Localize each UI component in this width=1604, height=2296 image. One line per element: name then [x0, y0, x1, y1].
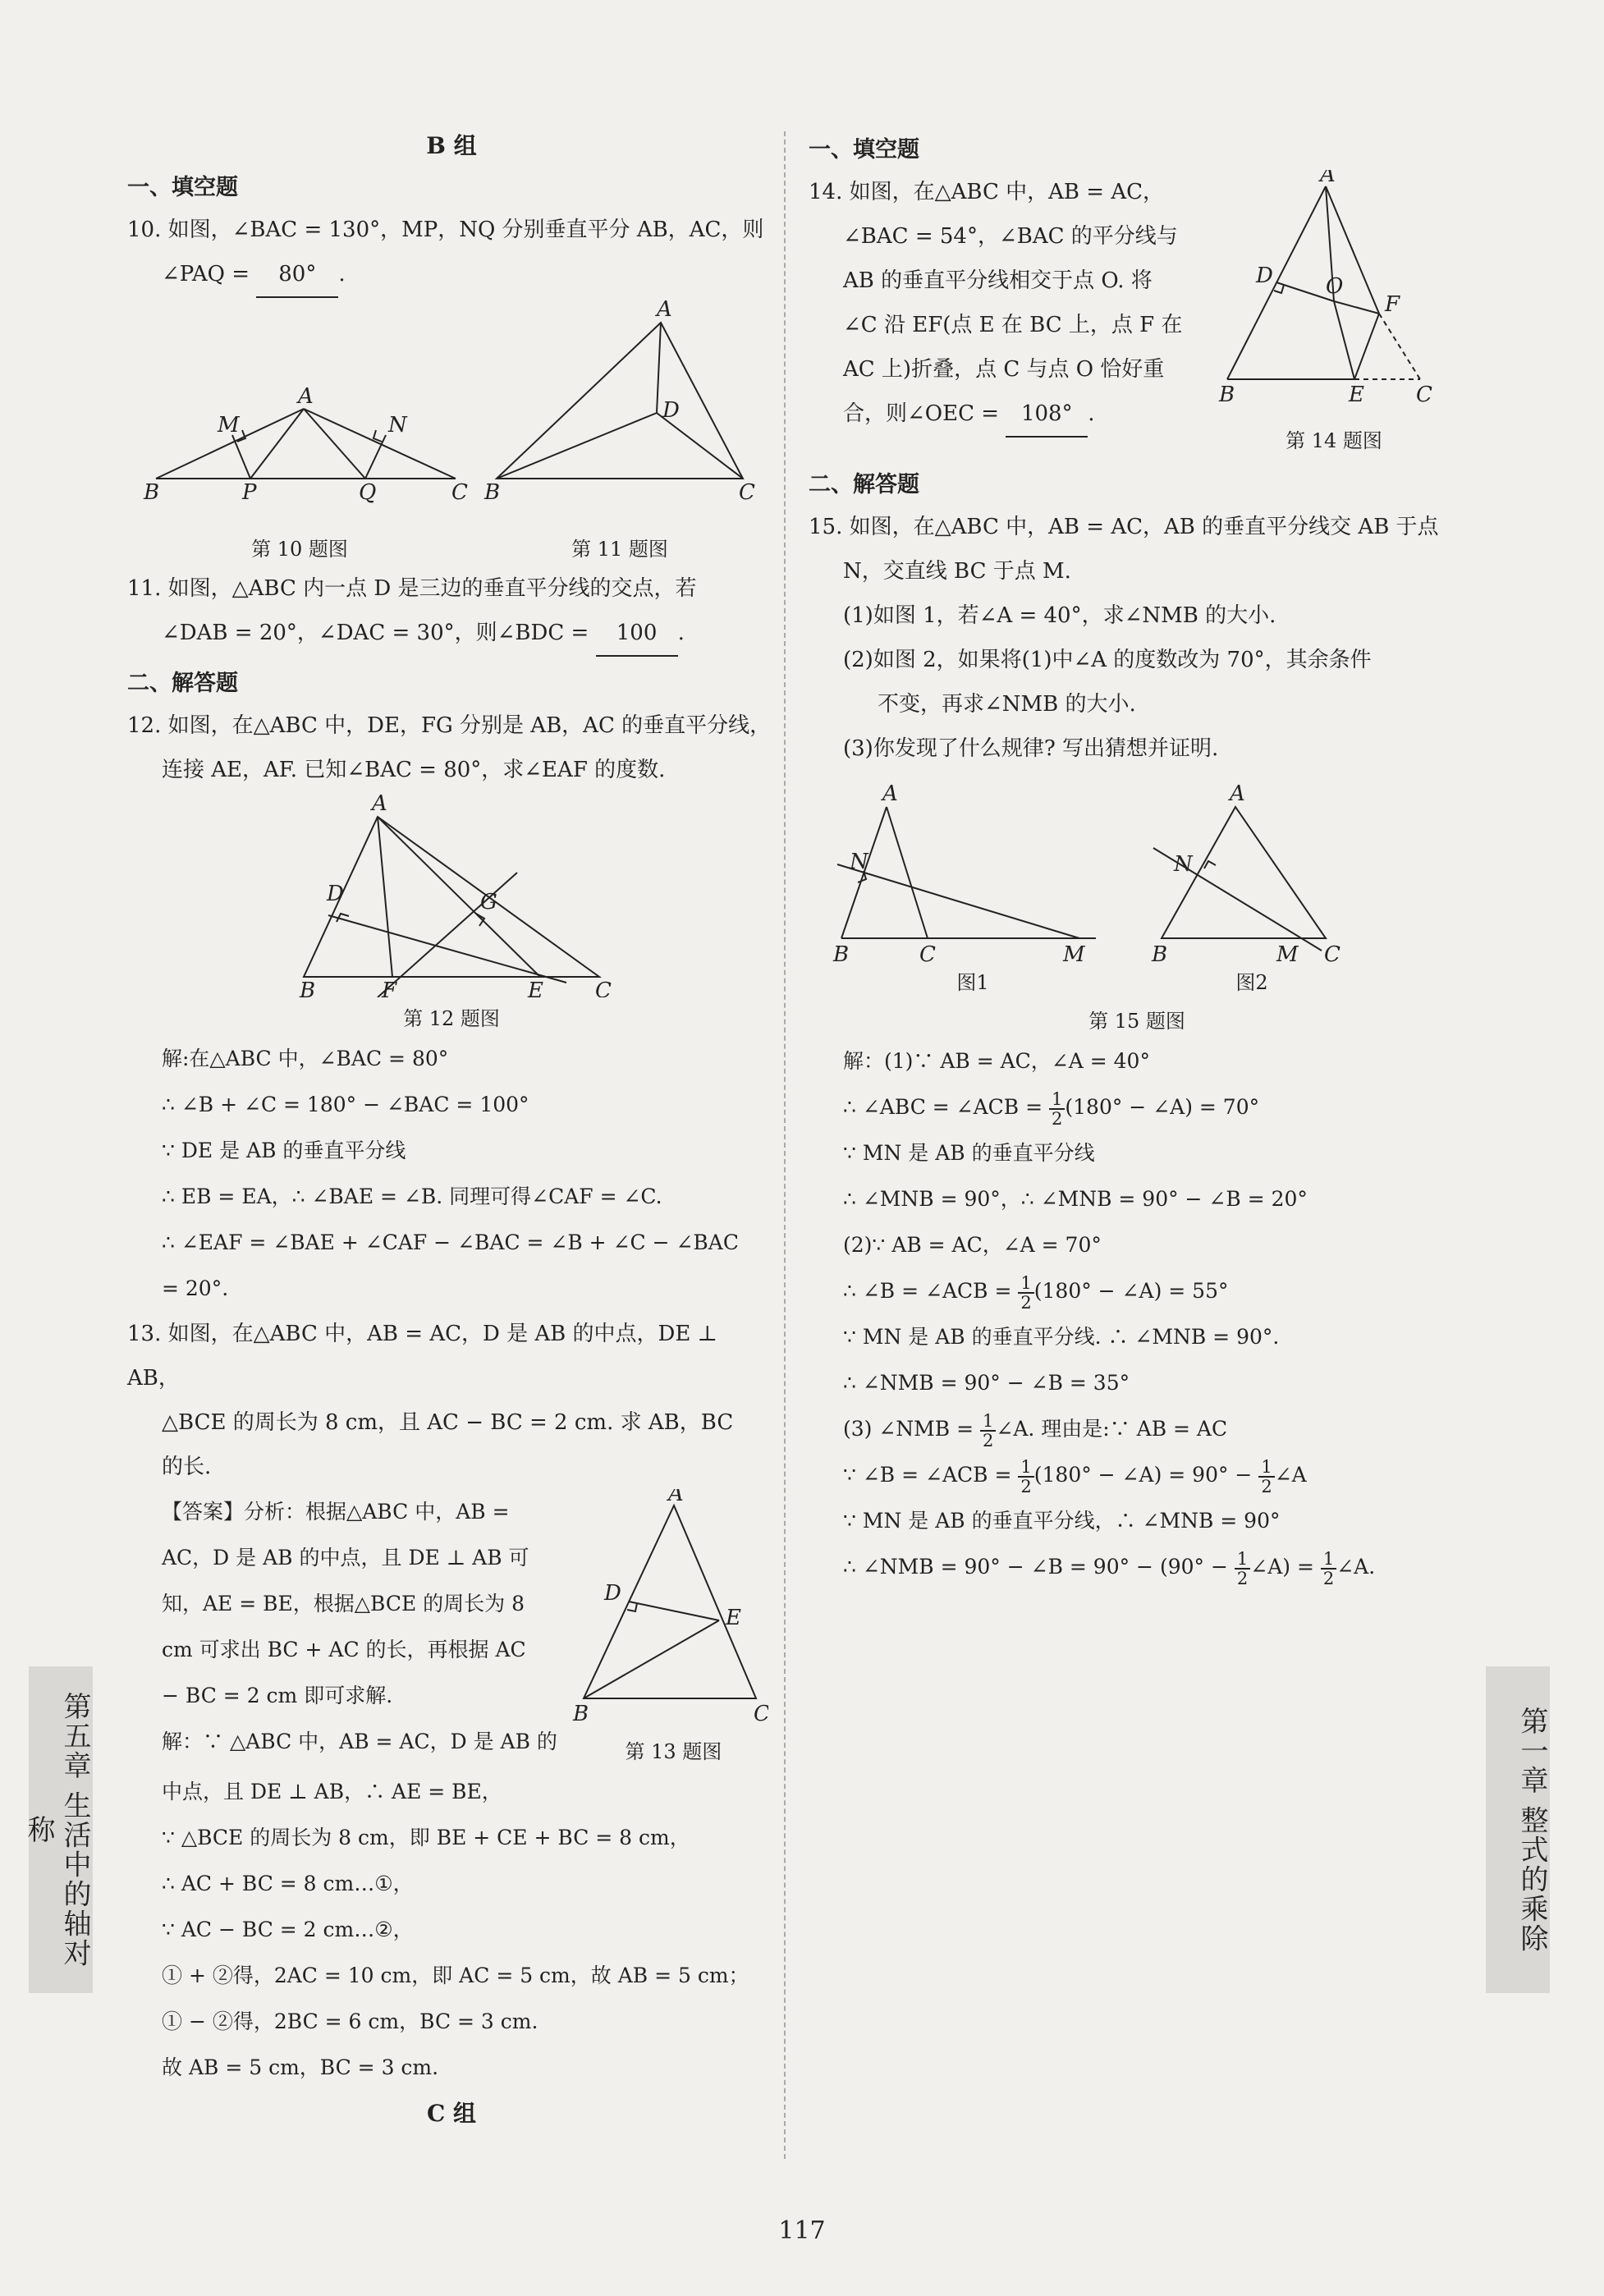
solve-section-heading: 二、解答题	[127, 671, 238, 696]
group-c-title: C 组	[426, 2100, 477, 2127]
fig12-caption: 第 12 题图	[403, 1007, 500, 1030]
fraction-half: $\frac{1}{2}$	[980, 1412, 996, 1450]
q14-text: 14. 如图，在△ABC 中，AB = AC， ∠BAC = 54°，∠BAC 的平分线与 AB 的垂直平分线相交于点 O. 将 ∠C 沿 EF(点 E 在 BC 上，点 F 在 AC 上)折叠，点 C 与点 O 恰好重 合，则∠OEC = 108° .	[809, 170, 1211, 458]
fig15-1-label: 图1	[956, 971, 989, 994]
figure-12	[279, 792, 624, 997]
svg-text:N: N	[1174, 852, 1193, 877]
svg-text:A: A	[657, 298, 672, 322]
svg-text:A: A	[667, 1489, 684, 1506]
fraction-half: $\frac{1}{2}$	[1258, 1458, 1274, 1496]
page-number: 117	[778, 2216, 826, 2245]
svg-text:M: M	[1063, 942, 1085, 967]
svg-text:E: E	[725, 1606, 741, 1630]
q15-part3: (3)你发现了什么规律? 写出猜想并证明.	[843, 736, 1219, 761]
svg-text:A: A	[298, 384, 314, 409]
figure-14	[1211, 170, 1449, 416]
fig15-1-wrap	[809, 782, 1137, 1000]
fig10-11-row	[127, 298, 776, 528]
svg-text:B: B	[484, 480, 501, 505]
q15-line2: N，交直线 BC 于点 M.	[843, 559, 1071, 584]
svg-text:D: D	[662, 398, 680, 423]
svg-text:B: B	[300, 978, 316, 997]
solve-section-heading-right: 二、解答题	[809, 472, 919, 497]
svg-text:A: A	[882, 782, 898, 806]
chapter-tab-left: 第五章 生活中的轴对称	[29, 1666, 93, 1993]
figure-15-2	[1145, 782, 1359, 971]
svg-text:D: D	[327, 882, 344, 906]
fig15-row	[809, 782, 1465, 1000]
figure-13	[571, 1489, 768, 1727]
q10-answer: 80°	[256, 252, 338, 298]
svg-text:A: A	[1230, 782, 1245, 806]
left-column	[127, 123, 776, 2137]
right-column	[809, 123, 1465, 1590]
fraction-half: $\frac{1}{2}$	[1018, 1274, 1033, 1312]
q14-answer: 108°	[1006, 392, 1088, 438]
fig13-wrap	[571, 1489, 776, 1769]
svg-text:B: B	[144, 480, 160, 505]
svg-text:E: E	[1349, 383, 1364, 407]
q13-line1: 13. 如图，在△ABC 中，AB = AC，D 是 AB 的中点，DE ⊥ AB，	[127, 1322, 718, 1391]
group-b-title: B 组	[426, 132, 477, 159]
svg-text:C: C	[753, 1702, 768, 1726]
svg-text:G: G	[480, 890, 497, 914]
fig10-11-captions	[127, 528, 776, 566]
fraction-half: $\frac{1}{2}$	[1321, 1550, 1336, 1588]
svg-text:D: D	[603, 1581, 621, 1606]
q15-part2a: (2)如图 2，如果将(1)中∠A 的度数改为 70°，其余条件	[843, 648, 1372, 672]
svg-text:M: M	[218, 413, 240, 438]
svg-text:C: C	[739, 480, 755, 505]
fig11-caption: 第 11 题图	[571, 538, 668, 561]
q10-line2: ∠PAQ = 80° .	[127, 252, 776, 298]
svg-text:P: P	[242, 480, 257, 505]
svg-text:M: M	[1276, 942, 1299, 967]
svg-text:N: N	[850, 850, 868, 874]
svg-text:N: N	[388, 413, 407, 438]
svg-text:F: F	[1385, 292, 1400, 317]
q11-line2: ∠DAB = 20°，∠DAC = 30°，则∠BDC = 100 .	[127, 611, 776, 657]
svg-text:A: A	[372, 792, 387, 816]
svg-text:B: B	[1152, 942, 1168, 967]
svg-text:C: C	[595, 978, 612, 997]
fig10-caption: 第 10 题图	[251, 538, 348, 561]
q13-analysis-row	[127, 1489, 776, 1769]
svg-text:D: D	[1256, 264, 1273, 288]
q15-part2b: 不变，再求∠NMB 的大小.	[878, 692, 1136, 717]
q15-line1: 15. 如图，在△ABC 中，AB = AC，AB 的垂直平分线交 AB 于点	[809, 515, 1439, 539]
svg-text:C: C	[1324, 942, 1340, 967]
q13-line3: 的长.	[162, 1455, 212, 1479]
column-divider	[784, 131, 786, 2159]
fraction-half: $\frac{1}{2}$	[1018, 1458, 1033, 1496]
svg-text:B: B	[833, 942, 850, 967]
q12-solution: 解:在△ABC 中，∠BAC = 80° ∴ ∠B + ∠C = 180° − ∠BAC = 100° ∵ DE 是 AB 的垂直平分线 ∴ EB = EA，∴ ∠BAE = ∠B. 同理可得∠CAF = ∠C. ∴ ∠EAF = ∠BAE + ∠CAF − ∠BAC = ∠B + ∠C − ∠BAC = 20°.	[162, 1047, 739, 1300]
q13-line2: △BCE 的周长为 8 cm，且 AC − BC = 2 cm. 求 AB，BC	[162, 1410, 734, 1435]
svg-text:C: C	[1416, 383, 1432, 407]
q15-part1: (1)如图 1，若∠A = 40°，求∠NMB 的大小.	[843, 603, 1276, 628]
q15-solution: 解：(1)∵ AB = AC，∠A = 40° ∴ ∠ABC = ∠ACB = $\frac{1}{2}$ (180° − ∠A) = 70° ∵ MN 是 AB 的垂直平分线 ∴ ∠MNB = 90°，∴ ∠MNB = 90° − ∠B = 20° (2)∵ AB = AC，∠A = 70° ∴ ∠B = ∠ACB = $\frac{1}{2}$ (180° − ∠A) = 55° ∵ MN 是 AB 的垂直平分线. ∴ ∠MNB = 90°. ∴ ∠NMB = 90° − ∠B = 35° (3) ∠NMB = $\frac{1}{2}$ ∠A. 理由是:∵ AB = AC ∵ ∠B = ∠ACB = $\frac{1}{2}$ (180° − ∠A) = 90° − $\frac{1}{2}$ ∠A ∵ MN 是 AB 的垂直平分线，∴ ∠MNB = 90° ∴ ∠NMB = 90° − ∠B = 90° − (90° − $\frac{1}{2}$ ∠A) = $\frac{1}{2}$ ∠A.	[843, 1049, 1376, 1588]
fig14-caption: 第 14 题图	[1285, 429, 1382, 452]
fig15-2-label: 图2	[1235, 971, 1268, 994]
chapter-tab-right: 第一章 整式的乘除	[1486, 1666, 1550, 1993]
fig15-2-wrap	[1137, 782, 1367, 1000]
fraction-half: $\frac{1}{2}$	[1049, 1090, 1065, 1128]
fraction-half: $\frac{1}{2}$	[1235, 1550, 1250, 1588]
svg-text:O: O	[1326, 274, 1344, 299]
svg-text:B: B	[572, 1702, 589, 1726]
fill-section-heading: 一、填空题	[127, 175, 238, 200]
svg-text:C: C	[451, 480, 468, 505]
q13-analysis: 【答案】分析：根据△ABC 中，AB = AC，D 是 AB 的中点，且 DE ⊥ AB 可 知，AE = BE，根据△BCE 的周长为 8 cm 可求出 BC + AC 的长，再根据 AC − BC = 2 cm 即可求解. 解：∵ △ABC 中，AB = AC，D 是 AB 的	[162, 1500, 557, 1753]
q10-text: 10. 如图，∠BAC = 130°，MP，NQ 分别垂直平分 AB，AC，则	[127, 218, 764, 242]
svg-text:C: C	[919, 942, 936, 967]
q14-row	[809, 170, 1465, 458]
svg-text:B: B	[1219, 383, 1235, 407]
q13-solution: 中点，且 DE ⊥ AB，∴ AE = BE， ∵ △BCE 的周长为 8 cm，即 BE + CE + BC = 8 cm， ∴ AC + BC = 8 cm…①， ∵ AC − BC = 2 cm…②， ① + ②得，2AC = 10 cm，即 AC = 5 cm，故 AB = 5 cm； ① − ②得，2BC = 6 cm，BC = 3 cm. 故 AB = 5 cm，BC = 3 cm.	[162, 1780, 749, 2079]
svg-text:A: A	[1320, 170, 1336, 187]
q11-text: 11. 如图，△ABC 内一点 D 是三边的垂直平分线的交点，若	[127, 576, 697, 601]
figure-15-1	[825, 782, 1121, 971]
fig14-wrap	[1211, 170, 1457, 458]
svg-text:Q: Q	[359, 480, 377, 505]
fig15-caption: 第 15 题图	[1088, 1010, 1185, 1033]
q12-line1: 12. 如图，在△ABC 中，DE，FG 分别是 AB，AC 的垂直平分线，	[127, 713, 772, 738]
fill-section-heading-right: 一、填空题	[809, 137, 919, 163]
figure-11	[472, 298, 768, 528]
svg-text:F: F	[382, 978, 397, 997]
q11-answer: 100	[596, 611, 678, 657]
figure-10	[127, 298, 472, 528]
svg-text:E: E	[528, 978, 543, 997]
fig13-caption: 第 13 题图	[625, 1740, 722, 1763]
q12-line2: 连接 AE，AF. 已知∠BAC = 80°，求∠EAF 的度数.	[162, 758, 666, 782]
